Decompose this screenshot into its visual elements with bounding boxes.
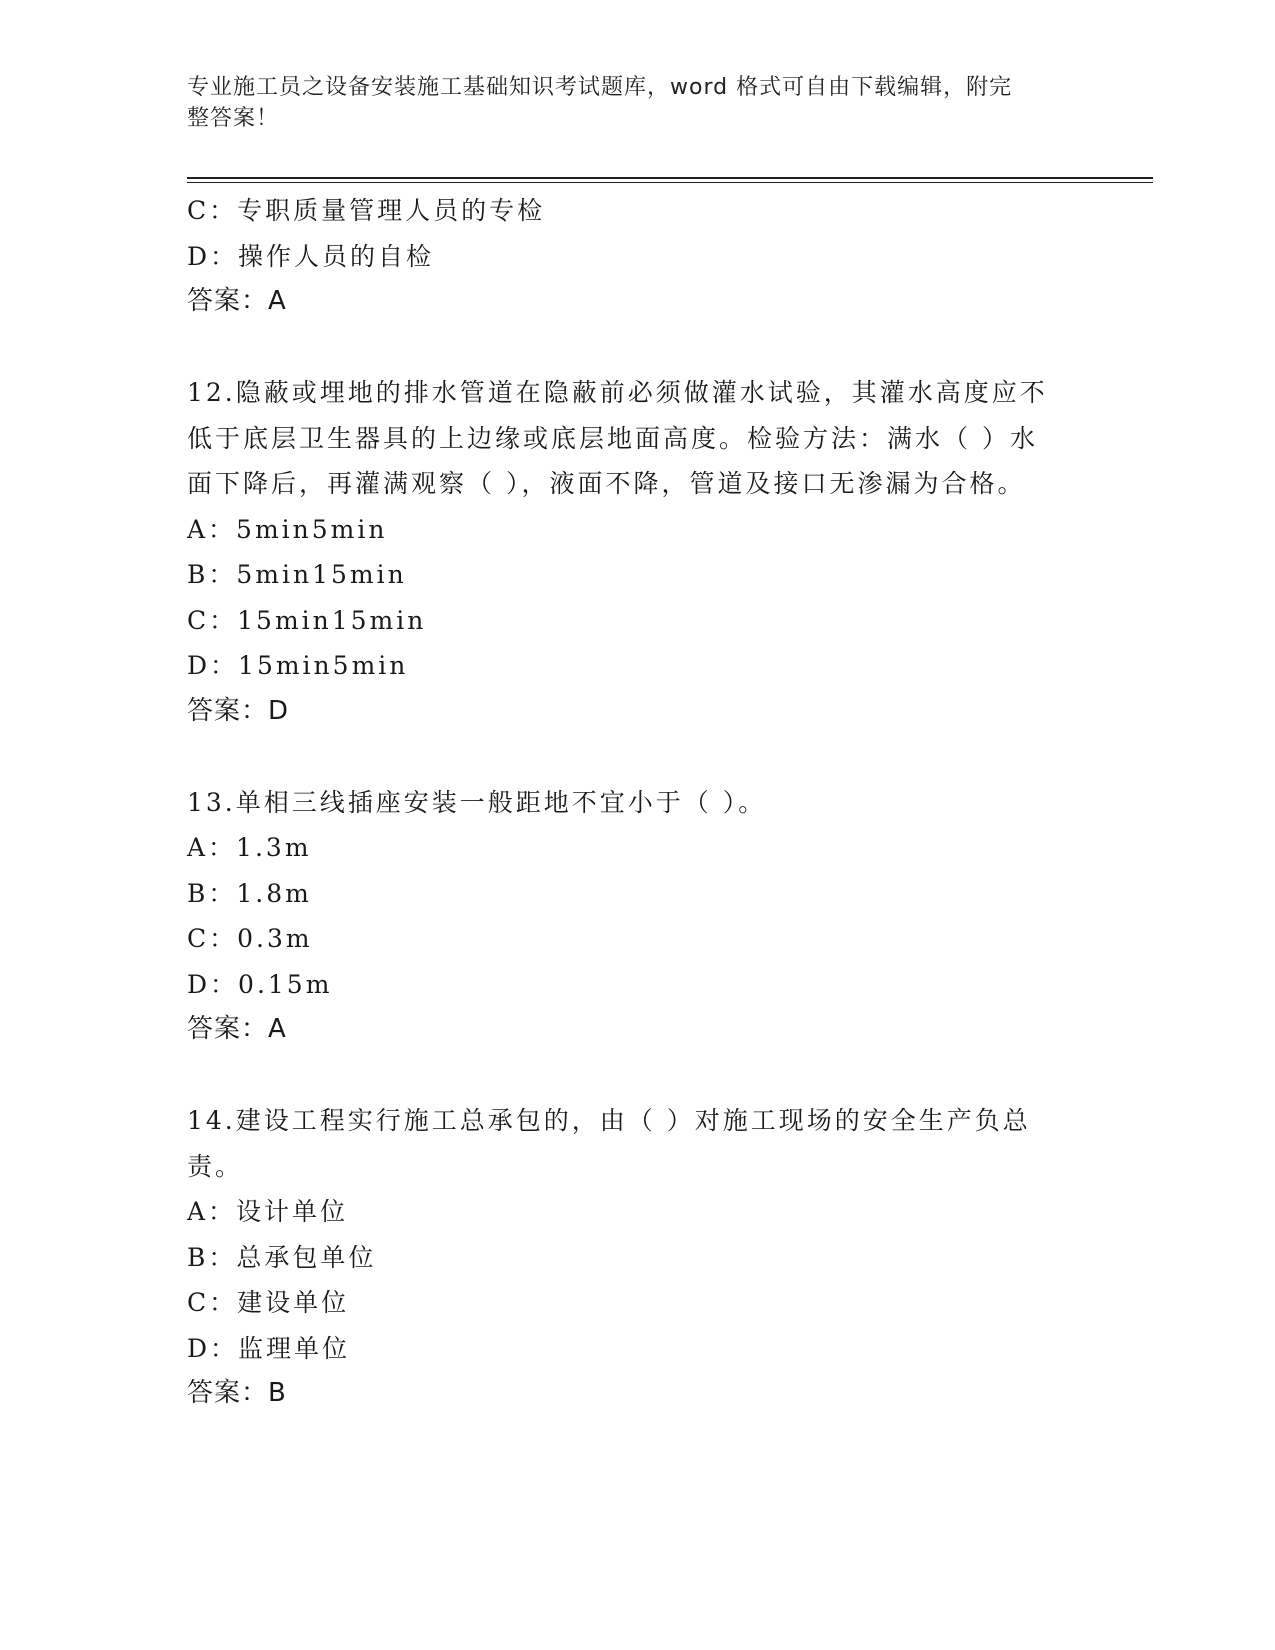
question-14 (187, 1098, 1087, 1417)
spacer (187, 1053, 1087, 1099)
spacer (187, 325, 1087, 371)
option-c: C：建设单位 (187, 1288, 350, 1317)
question-text (187, 1098, 1087, 1189)
option-d: D：监理单位 (187, 1333, 351, 1363)
header-line-2: 整答案！ (187, 106, 280, 131)
option-d: D：15min5min (187, 651, 409, 680)
option-b: B：1.8m (187, 878, 312, 908)
header-line-1: 专业施工员之设备安装施工基础知识考试题库，word 格式可自由下载编辑，附完 (187, 75, 1013, 100)
question-line: 低于底层卫生器具的上边缘或底层地面高度。检验方法：满水（ ）水 (187, 423, 1038, 453)
option-c: C：专职质量管理人员的专检 (187, 196, 546, 225)
question-content (187, 188, 1087, 1417)
question-11-tail (187, 188, 1087, 325)
option-a: A：设计单位 (187, 1197, 349, 1226)
option-b: B：总承包单位 (187, 1242, 377, 1272)
question-13 (187, 780, 1087, 1053)
option-c: C：0.3m (187, 924, 313, 953)
spacer (187, 734, 1087, 780)
answer: 答案：A (187, 1014, 287, 1044)
option-c: C：15min15min (187, 605, 427, 635)
document-header (187, 72, 1067, 134)
header-divider-thin (187, 182, 1153, 183)
question-line: 14.建设工程实行施工总承包的，由（ ）对施工现场的安全生产负总 (187, 1106, 1031, 1135)
question-line: 责。 (187, 1151, 244, 1181)
answer: 答案：A (187, 286, 287, 316)
option-b: B：5min15min (187, 560, 407, 589)
option-d: D：0.15m (187, 969, 333, 999)
question-line: 13.单相三线插座安装一般距地不宜小于（ ）。 (187, 787, 767, 817)
option-d: D：操作人员的自检 (187, 241, 435, 271)
question-line: 面下降后，再灌满观察（ ），液面不降，管道及接口无渗漏为合格。 (187, 469, 1026, 498)
question-12 (187, 370, 1087, 734)
question-line: 12.隐蔽或埋地的排水管道在隐蔽前必须做灌水试验，其灌水高度应不 (187, 378, 1048, 407)
option-a: A：5min5min (187, 514, 388, 544)
answer: 答案：B (187, 1378, 287, 1408)
question-text (187, 780, 1087, 826)
option-a: A：1.3m (187, 833, 312, 862)
header-divider-thick (187, 177, 1153, 179)
answer: 答案：D (187, 695, 290, 726)
question-text (187, 370, 1087, 507)
